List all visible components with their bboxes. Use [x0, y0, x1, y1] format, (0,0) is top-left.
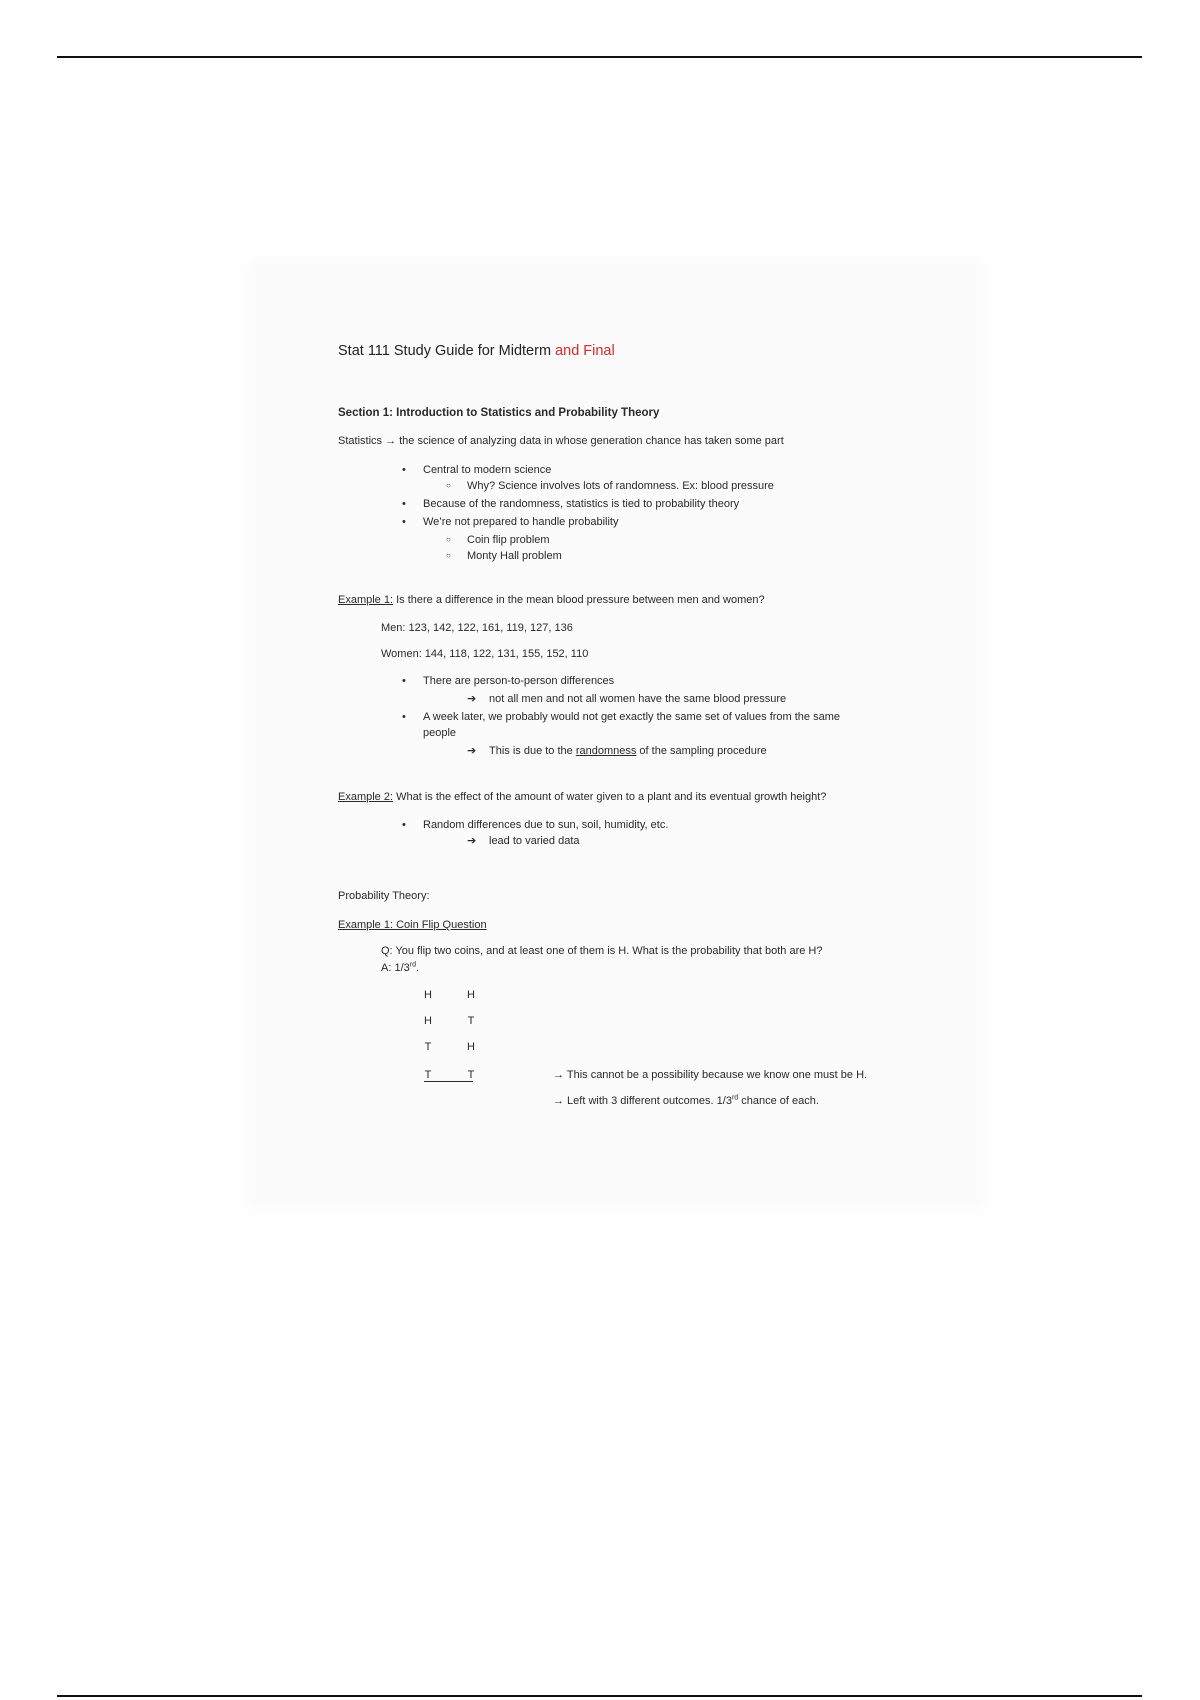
coin-flip-example-label: Example 1: Coin Flip Question	[338, 919, 487, 931]
arrow-icon: ➔	[467, 693, 477, 705]
outcome-coin: T	[424, 1041, 432, 1053]
bullet-continuation: people	[423, 727, 457, 739]
bullet-item: • We’re not prepared to handle probability	[423, 515, 618, 529]
crossed-out-outcome-line	[424, 1081, 473, 1082]
outcome-note: → This cannot be a possibility because we know one must be H.	[553, 1069, 868, 1081]
outcome-coin: H	[424, 989, 432, 1001]
arrow-item: ➔ not all men and not all women have the same blood pressure	[467, 693, 787, 705]
bullet-item: • Random differences due to sun, soil, humidity, etc.	[423, 818, 668, 832]
bullet-item: • Because of the randomness, statistics is tied to probability theory	[423, 497, 739, 511]
example2-question	[338, 790, 826, 804]
title-main: Stat 111 Study Guide for Midterm	[338, 343, 556, 359]
coin-flip-question: Q: You flip two coins, and at least one of them is H. What is the probability that both are H?	[381, 945, 823, 957]
example2-label: Example 2:	[338, 791, 394, 803]
page-top-rule	[57, 56, 1142, 58]
outcome-coin: T	[467, 1069, 475, 1081]
page-title	[338, 342, 615, 360]
arrow-item: ➔ This is due to the randomness of the sampling procedure	[467, 745, 767, 757]
outcome-coin: T	[424, 1069, 432, 1081]
example1-text: Is there a difference in the mean blood pressure between men and women?	[393, 594, 765, 606]
sub-bullet-item: ○ Coin flip problem	[467, 533, 550, 547]
probability-heading: Probability Theory:	[338, 890, 430, 902]
coin-flip-answer: A: 1/3rd.	[381, 961, 420, 974]
outcome-coin: T	[467, 1015, 475, 1027]
section-heading: Section 1: Introduction to Statistics and Probability Theory	[338, 407, 660, 419]
example2-text: What is the effect of the amount of water given to a plant and its eventual growth height?	[393, 791, 827, 803]
women-values: Women: 144, 118, 122, 131, 155, 152, 110	[381, 648, 589, 660]
arrow-icon: ➔	[467, 835, 477, 847]
page-bottom-rule	[57, 1695, 1142, 1697]
men-values: Men: 123, 142, 122, 161, 119, 127, 136	[381, 622, 573, 634]
sub-bullet-item: ○ Why? Science involves lots of randomness. Ex: blood pressure	[467, 479, 774, 493]
title-accent: and Final	[555, 343, 615, 359]
example1-label: Example 1:	[338, 594, 394, 606]
outcome-coin: H	[467, 989, 475, 1001]
outcome-note: → Left with 3 different outcomes. 1/3rd chance of each.	[553, 1094, 819, 1107]
statistics-definition: Statistics → the science of analyzing data in whose generation chance has taken some part	[338, 435, 784, 447]
arrow-icon: ➔	[467, 745, 477, 757]
bullet-item: • There are person-to-person differences	[423, 674, 614, 688]
outcome-coin: H	[424, 1015, 432, 1027]
arrow-item: ➔ lead to varied data	[467, 835, 580, 847]
sub-bullet-item: ○ Monty Hall problem	[467, 549, 562, 563]
bullet-item: • Central to modern science	[423, 463, 551, 477]
bullet-item: • A week later, we probably would not get exactly the same set of values from the same	[423, 710, 840, 724]
outcome-coin: H	[467, 1041, 475, 1053]
example1-question	[338, 593, 765, 607]
